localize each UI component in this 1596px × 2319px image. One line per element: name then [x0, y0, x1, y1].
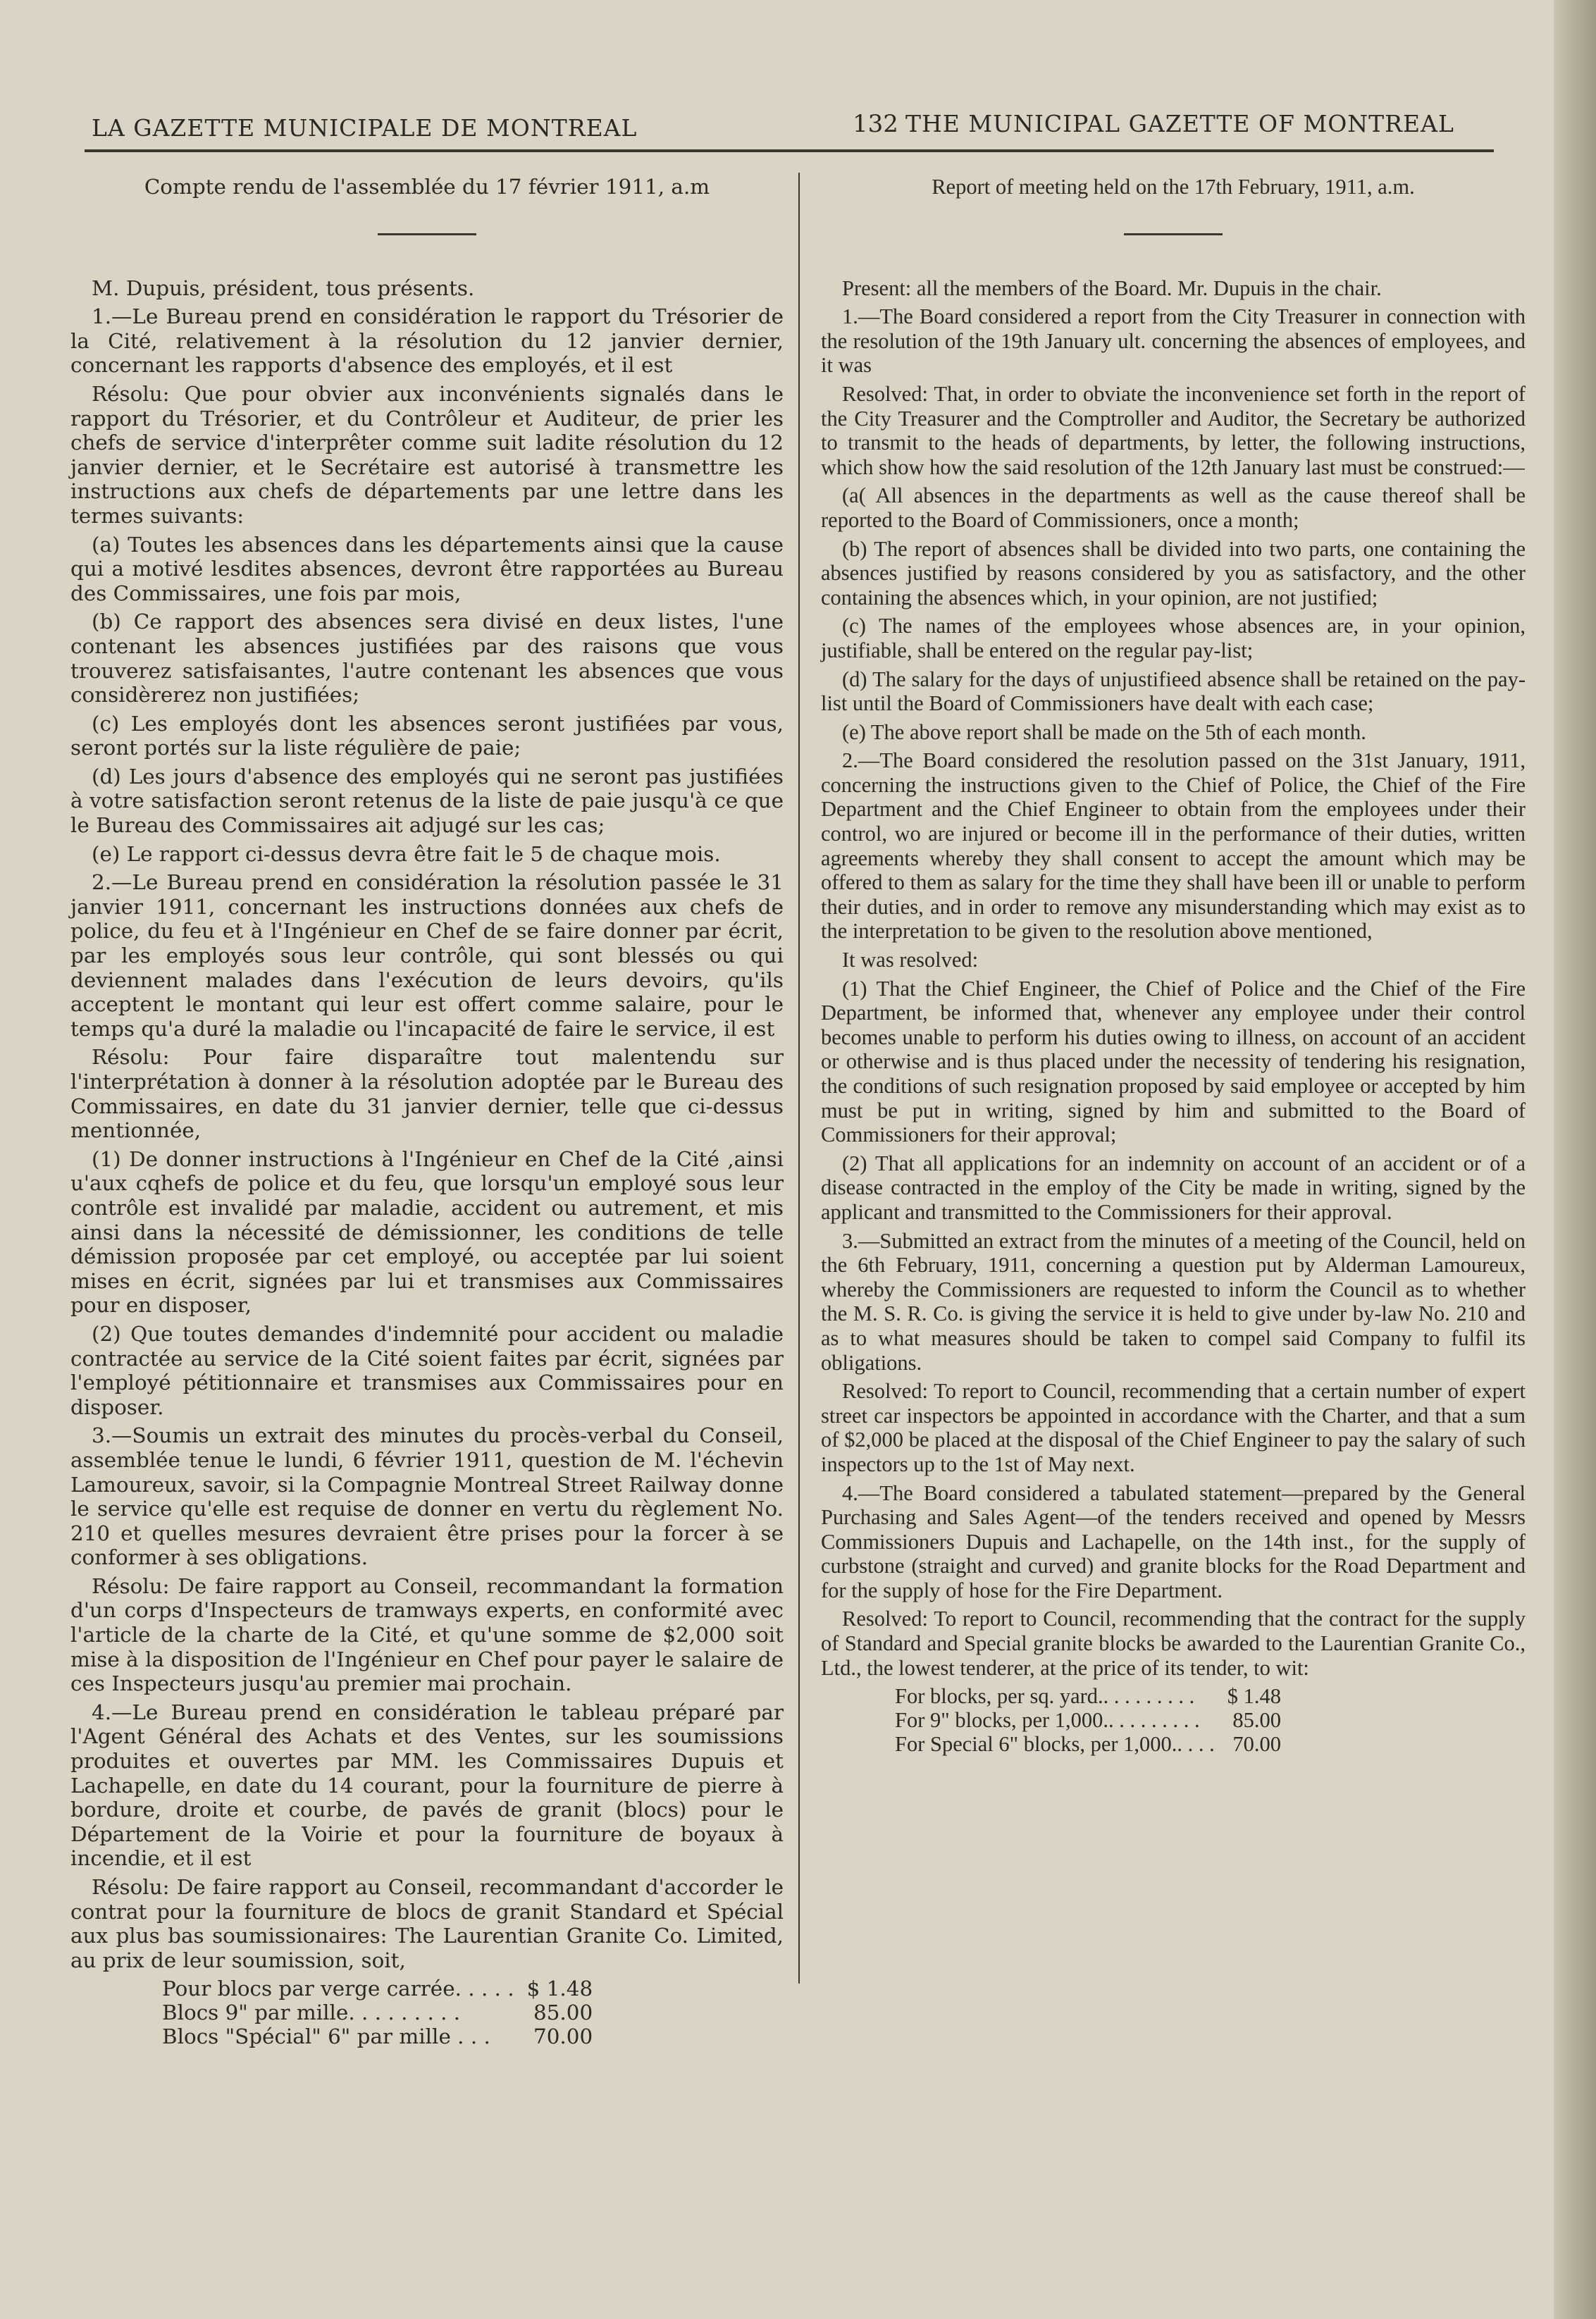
english-price-value: 70.00	[1232, 1732, 1282, 1757]
english-paragraph: 3.—Submitted an extract from the minutes of a meeting of the Council, held on the 6th February, 1911, concerning a question put by Alderman Lamoureux, whereby the Commissioners are requested to inform the Council as to whether the M. S. R. Co. is giving the service it is held to give under by-law No. 210 and as to what measures should be taken to compel said Company to fulfil its obligations.	[821, 1228, 1526, 1375]
english-paragraph: (1) That the Chief Engineer, the Chief of Police and the Chief of the Fire Department, be informed that, whenever any employee under their control becomes unable to perform his duties owing to illness, on account of an accident or otherwise and is thus placed under the necessity of tendering his resignation, the conditions of such resignation proposed by said employee or accepted by him must be put in writing, signed by him and submitted to the Board of Commissioners for their approval;	[821, 976, 1526, 1147]
french-price-item: Pour blocs par verge carrée. . . . .	[162, 1977, 514, 2001]
column-divider	[798, 173, 800, 1984]
english-paragraph: (d) The salary for the days of unjustifieed absence shall be retained on the pay-list until the Board of Commissioners have dealt with each case;	[821, 667, 1526, 716]
french-paragraphs	[70, 276, 784, 1973]
english-paragraphs	[821, 276, 1526, 1681]
english-paragraph: Resolved: That, in order to obviate the inconvenience set forth in the report of the City Treasurer and the Comptroller and Auditor, the Secretary be authorized to transmit to the heads of departments, by letter, the following instructions, which show how the said resolution of the 12th January last must be construed:—	[821, 381, 1526, 479]
french-paragraph: 3.—Soumis un extrait des minutes du procès-verbal du Conseil, assemblée tenue le lundi, 6 février 1911, question de M. l'échevin Lamoureux, savoir, si la Compagnie Montreal Street Railway donne le service qu'elle est requise de donner en vertu du règlement No. 210 et quelles mesures devraient être prises pour la forcer à se conformer à ses obligations.	[70, 1423, 784, 1570]
french-paragraph: (b) Ce rapport des absences sera divisé en deux listes, l'une contenant les absences justifiées par des raisons que vous trouverez satisfaisantes, l'autre contenant les absences que vous considèrerez non justifiées;	[70, 610, 784, 707]
french-paragraph: 2.—Le Bureau prend en considération la résolution passée le 31 janvier 1911, concernant les instructions données aux chefs de police, du feu et à l'Ingénieur en Chef de se faire donner par écrit, par les employés sous leur contrôle, qui sont blessés ou qui deviennent malades dans l'exécution de leurs devoirs, qu'ils acceptent le montant qui leur est offert comme salaire, pour le temps qu'a duré la maladie ou l'incapacité de faire le service, il est	[70, 870, 784, 1041]
english-title-rule	[1124, 233, 1223, 235]
header-rule	[85, 149, 1494, 152]
french-price-item: Blocs 9" par mille. . . . . . . . .	[162, 2000, 461, 2025]
english-price-table	[895, 1684, 1281, 1756]
english-paragraph: Present: all the members of the Board. Mr. Dupuis in the chair.	[842, 276, 1382, 300]
english-paragraph: 4.—The Board considered a tabulated statement—prepared by the General Purchasing and Sales Agent—of the tenders received and opened by Messrs Commissioners Dupuis and Lachapelle, on the 14th inst., for the supply of curbstone (straight and curved) and granite blocks for the Road Department and for the supply of hose for the Fire Department.	[821, 1480, 1526, 1602]
french-paragraph: (c) Les employés dont les absences seront justifiées par vous, seront portés sur la liste régulière de paie;	[70, 711, 784, 760]
french-paragraph: 4.—Le Bureau prend en considération le tableau préparé par l'Agent Général des Achats et des Ventes, sur les soumissions produites et ouvertes par MM. les Commissaires Dupuis et Lachapelle, en date du 14 courant, pour la fourniture de pierre à bordure, droite et courbe, de pavés de granit (blocs) pour le Département de la Voirie et pour la fourniture de boyaux à incendie, et il est	[70, 1700, 784, 1871]
french-paragraph: 1.—Le Bureau prend en considération le rapport du Trésorier de la Cité, relativement à la résolution du 12 janvier dernier, concernant les rapports d'absence des employés, et il est	[70, 304, 784, 378]
french-paragraph: (a) Toutes les absences dans les départements ainsi que la cause qui a motivé lesdites absences, devront être rapportées au Bureau des Commissaires, une fois par mois,	[70, 532, 784, 605]
page-header	[85, 106, 1494, 148]
header-title-en: THE MUNICIPAL GAZETTE OF MONTREAL	[905, 110, 1454, 137]
english-price-row	[895, 1684, 1281, 1708]
french-price-value: 85.00	[533, 2000, 593, 2025]
english-price-row	[895, 1732, 1281, 1756]
page-number: 132	[853, 110, 898, 138]
english-price-row	[895, 1708, 1281, 1732]
french-price-value: 70.00	[533, 2024, 593, 2049]
french-price-row	[162, 1977, 593, 2000]
french-price-table	[162, 1977, 593, 2048]
english-paragraph: Resolved: To report to Council, recommending that the contract for the supply of Standard and Special granite blocks be awarded to the Laurentian Granite Co., Ltd., the lowest tenderer, at the price of its tender, to wit:	[821, 1607, 1526, 1680]
french-paragraph: (1) De donner instructions à l'Ingénieur en Chef de la Cité ,ainsi u'aux cqhefs de police et du feu, que lorsqu'un employé sous leur contrôle est invalidé par maladie, accident ou autrement, et mis ainsi dans la nécessité de démissionner, les conditions de telle démission proposée par cet employé, ou acceptée par lui soient mises en écrit, signées par lui et transmises aux Commissaires pour en disposer,	[70, 1146, 784, 1318]
english-paragraph: (a( All absences in the departments as well as the cause thereof shall be reported to the Board of Commissioners, once a month;	[821, 483, 1526, 532]
french-price-value: $ 1.48	[526, 1977, 593, 2001]
page-edge	[1554, 0, 1596, 2319]
english-price-value: 85.00	[1232, 1708, 1282, 1733]
french-title-rule	[378, 233, 476, 235]
french-paragraph: M. Dupuis, président, tous présents.	[92, 276, 475, 300]
english-paragraph: (b) The report of absences shall be divided into two parts, one containing the absences justified by reasons considered by you as satisfactory, and the other containing the absences which, in your opinion, are not justified;	[821, 536, 1526, 610]
french-price-row	[162, 2000, 593, 2024]
english-price-value: $ 1.48	[1227, 1684, 1282, 1709]
english-paragraph: Resolved: To report to Council, recommending that a certain number of expert street car inspectors be appointed in accordance with the Charter, and that a sum of $2,000 be placed at the disposal of the Chief Engineer to pay the salary of such inspectors up to the 1st of May next.	[821, 1379, 1526, 1476]
english-paragraph: It was resolved:	[842, 948, 979, 972]
french-paragraph: Résolu: De faire rapport au Conseil, recommandant la formation d'un corps d'Inspecteurs de tramways experts, en conformité avec l'article de la charte de la Cité, et qu'une somme de $2,000 soit mise à la disposition de l'Ingénieur en Chef pour payer le salaire de ces Inspecteurs jusqu'au premier mai prochain.	[70, 1573, 784, 1696]
english-paragraph: 1.—The Board considered a report from the City Treasurer in connection with the resolution of the 19th January ult. concerning the absences of employees, and it was	[821, 304, 1526, 378]
english-column	[821, 175, 1526, 1756]
english-price-item: For blocks, per sq. yard.. . . . . . . . .	[895, 1684, 1195, 1709]
french-paragraph: Résolu: Que pour obvier aux inconvénients signalés dans le rapport du Trésorier, et du Contrôleur et Auditeur, de prier les chefs de service d'interprêter comme suit ladite résolution du 12 janvier dernier, et le Secrétaire est autorisé à transmettre les instructions aux chefs de départements par une lettre dans les termes suivants:	[70, 381, 784, 528]
english-paragraph: (2) That all applications for an indemnity on account of an accident or of a disease contracted in the employ of the City be made in writing, signed by the applicant and transmitted to the Commissioners for their approval.	[821, 1151, 1526, 1224]
french-title: Compte rendu de l'assemblée du 17 février 1911, a.m	[144, 175, 710, 199]
french-paragraph: (e) Le rapport ci-dessus devra être fait le 5 de chaque mois.	[92, 841, 721, 866]
french-column	[70, 175, 784, 2048]
french-paragraph: Résolu: De faire rapport au Conseil, recommandant d'accorder le contrat pour la fourniture de blocs de granit Standard et Spécial aux plus bas soumissionaires: The Laurentian Granite Co. Limited, au prix de leur soumission, soit,	[70, 1875, 784, 1972]
english-paragraph: 2.—The Board considered the resolution passed on the 31st January, 1911, concerning the instructions given to the Chief of Police, the Chief of the Fire Department and the Chief Engineer to obtain from the employees under their control, wo are injured or become ill in the performance of their duties, written agreements whereby they shall consent to accept the amount which may be offered to them as salary for the time they shall have been ill or unable to perform their duties, and in order to remove any misunderstanding which may exist as to the interpretation to be given to the resolution above mentioned,	[821, 748, 1526, 944]
english-title: Report of meeting held on the 17th February, 1911, a.m.	[932, 175, 1415, 199]
english-price-item: For 9" blocks, per 1,000.. . . . . . . . .	[895, 1708, 1200, 1733]
french-paragraph: (d) Les jours d'absence des employés qui ne seront pas justifiées à votre satisfaction seront retenus de la liste de paie jusqu'à ce que le Bureau des Commissaires ait adjugé sur les cas;	[70, 764, 784, 838]
french-paragraph: Résolu: Pour faire disparaître tout malentendu sur l'interprétation à donner à la résolution adoptée par le Bureau des Commissaires, en date du 31 janvier dernier, telle que ci-dessus mentionnée,	[70, 1045, 784, 1143]
french-price-item: Blocs "Spécial" 6" par mille . . .	[162, 2024, 490, 2049]
english-price-item: For Special 6" blocks, per 1,000.. . . .	[895, 1732, 1215, 1757]
english-paragraph: (c) The names of the employees whose absences are, in your opinion, justifiable, shall be entered on the regular pay-list;	[821, 614, 1526, 662]
english-paragraph: (e) The above report shall be made on the 5th of each month.	[842, 719, 1366, 744]
header-title-fr: LA GAZETTE MUNICIPALE DE MONTREAL	[92, 114, 638, 142]
french-paragraph: (2) Que toutes demandes d'indemnité pour accident ou maladie contractée au service de la Cité soient faites par écrit, signées par l'employé pétitionnaire et transmises aux Commissaires pour en disposer.	[70, 1321, 784, 1419]
french-price-row	[162, 2024, 593, 2048]
